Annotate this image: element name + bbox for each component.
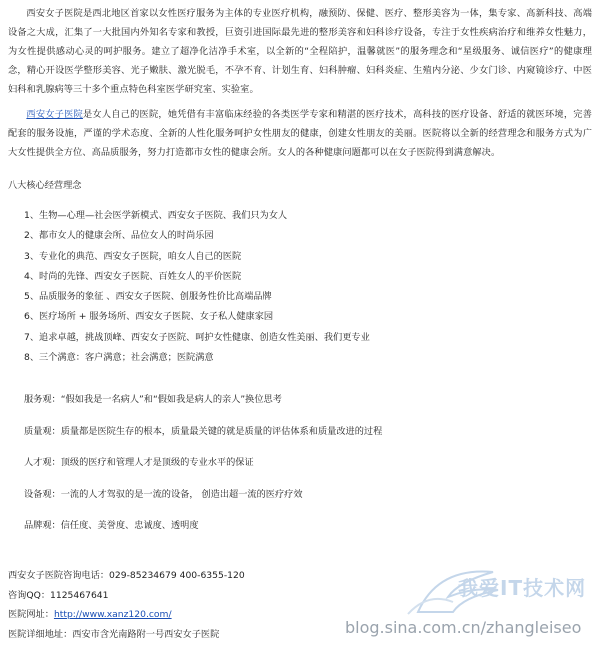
list-item: 7、追求卓越，挑战顶峰、西安女子医院、呵护女性健康、创造女性美丽、我们更专业	[24, 331, 370, 343]
brand-view: 品牌观：信任度、美誉度、忠诚度、透明度	[24, 520, 199, 531]
logo-text: 我爱IT技术网	[458, 576, 587, 600]
service-view: 服务观：“假如我是一名病人”和“假如我是病人的亲人”换位思考	[24, 394, 282, 405]
equipment-view: 设备观：一流的人才驾驭的是一流的设备， 创造出超一流的医疗疗效	[24, 488, 303, 500]
blog-watermark: blog.sina.com.cn/zhangleiseo	[345, 618, 582, 637]
intro-paragraph-1: 西安女子医院是西北地区首家以女性医疗服务为主体的专业医疗机构，融预防、保健、医疗、整形美容为一体，集专家、高新科技、高端设备之大成，汇集了一大批国内外知名专家和教授，巨资引进国际最先进的整形美容和妇科诊疗设备，专注于女性疾病治疗和维养女性魅力，为女性提供感动心灵的呵护服务。建立了超净化洁净手术室，以全新的“全程陪护，温馨就医”的服务理念和“星级服务、诚信医疗”的健康理念，精心开设医学整形美容、光子嫩肤、激光脱毛，不孕不育、计划生育、妇科肿瘤、妇科炎症、生殖内分泌、少女门诊、内窥镜诊疗、中医妇科和乳腺病等三十多个重点特色科室医学研究室、实验室。	[8, 8, 592, 95]
list-item: 8、三个满意：客户满意；社会满意；医院满意	[24, 352, 214, 364]
contact-website	[8, 605, 245, 625]
section-heading: 八大核心经营理念	[8, 180, 82, 191]
contact-phone: 西安女子医院咨询电话：029-85234679 400-6355-120	[8, 570, 245, 581]
contact-address: 医院详细地址：西安市含光南路附一号西安女子医院	[8, 628, 220, 640]
concept-list	[8, 206, 370, 368]
views-section	[24, 392, 382, 550]
talent-view: 人才观：顶级的医疗和管理人才是顶级的专业水平的保证	[24, 457, 254, 468]
list-item: 3、专业化的典范、西安女子医院，咱女人自己的医院	[24, 250, 242, 262]
list-item: 6、医疗场所 + 服务场所、西安女子医院、女子私人健康家园	[24, 311, 274, 323]
list-item: 2、都市女人的健康会所、品位女人的时尚乐园	[24, 230, 214, 242]
intro-paragraph-2	[8, 105, 592, 162]
list-item: 5、品质服务的象征 、西安女子医院、创服务性价比高端品牌	[24, 291, 272, 303]
quality-view: 质量观：质量都是医院生存的根本，质量最关键的就是质量的评估体系和质量改进的过程	[24, 425, 383, 437]
hospital-link[interactable]: 西安女子医院	[26, 109, 83, 120]
contact-info	[8, 566, 245, 644]
website-link[interactable]: http://www.xanz120.com/	[53, 609, 172, 620]
intro-paragraph-2-text: 是女人自己的医院，她凭借有丰富临床经验的各类医学专家和精湛的医疗技术，高科技的医疗设备、舒适的就医环境，完善配套的服务设施，严谨的学术态度、全新的人性化服务呵护女性朋友的健康，创建女性朋友的美丽。医院将以全新的经营理念和服务方式为广大女性提供全方位、高品质服务，努力打造都市女性的健康会所。女人的各种健康问题都可以在女子医院得到满意解决。	[8, 109, 592, 158]
website-label: 医院网址：	[8, 609, 54, 620]
watermark-logo	[398, 562, 598, 622]
contact-qq: 咨询QQ：1125467641	[8, 589, 109, 601]
list-item: 4、时尚的先锋、西安女子医院、百姓女人的平价医院	[24, 270, 242, 282]
list-item: 1、生物—心理—社会医学新模式、西安女子医院、我们只为女人	[24, 210, 288, 221]
